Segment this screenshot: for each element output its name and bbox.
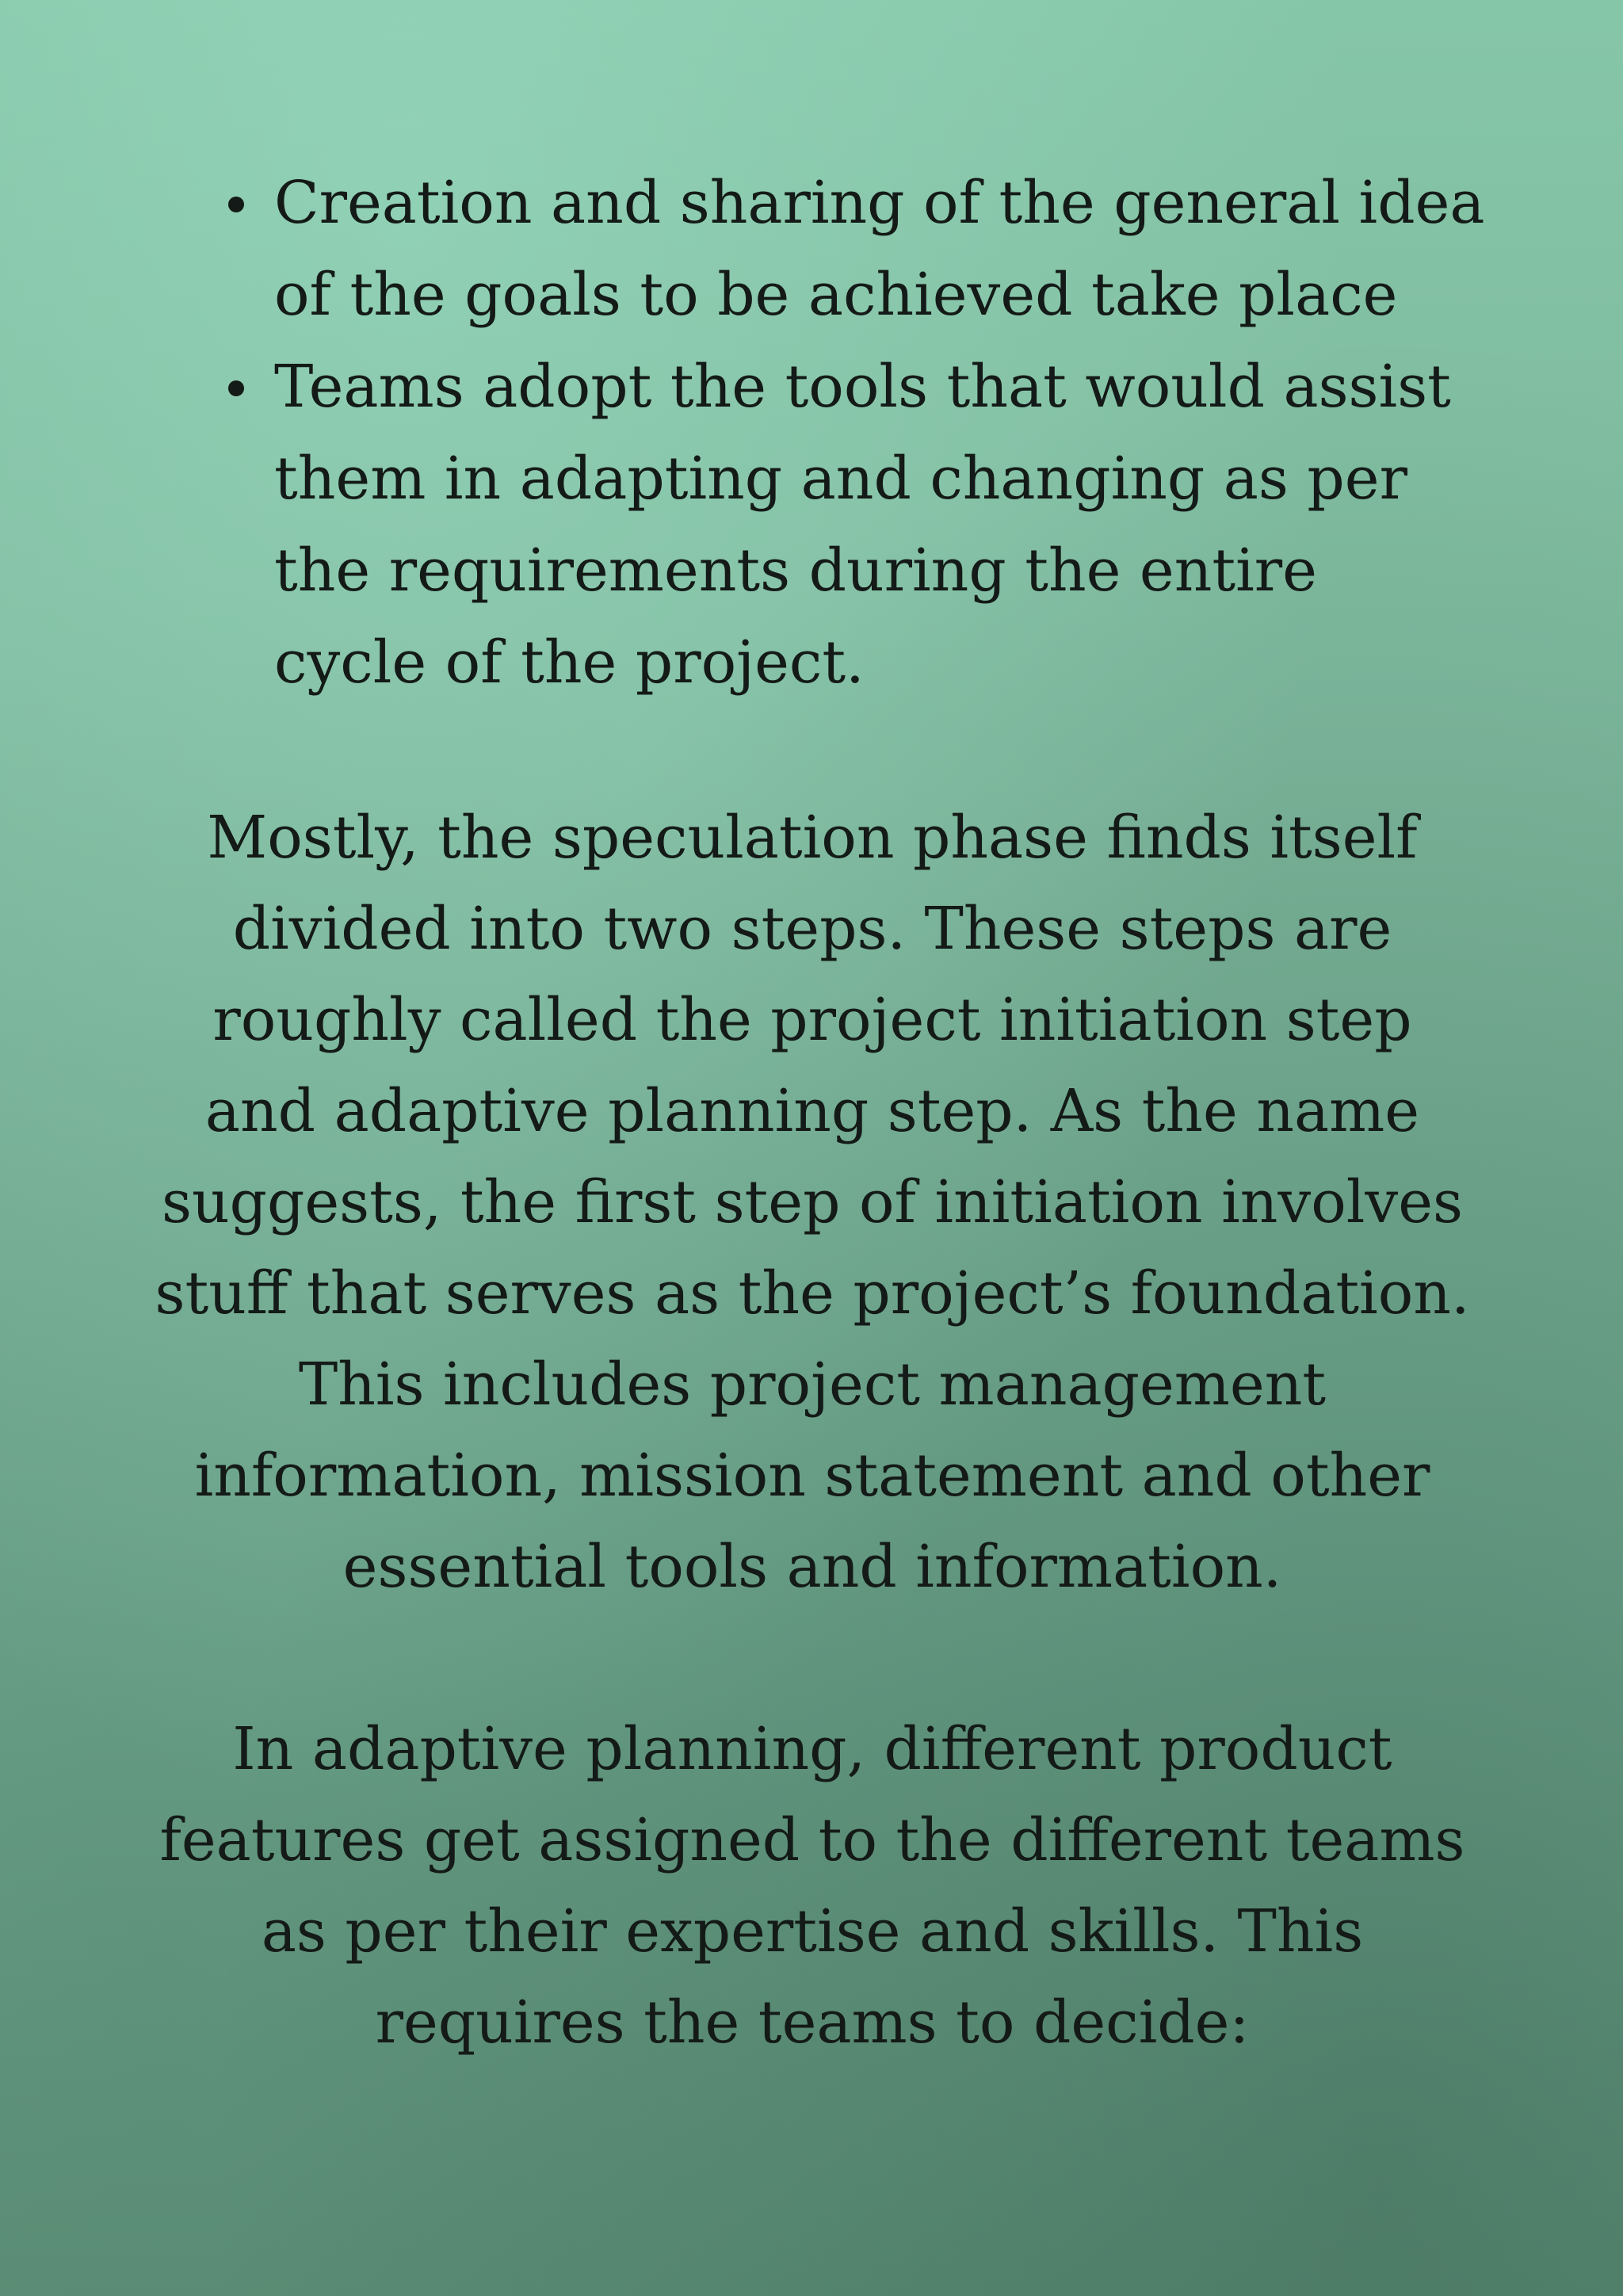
- paragraph-line: information, mission statement and other: [194, 1442, 1430, 1510]
- paragraph-line: suggests, the first step of initiation involves: [161, 1168, 1464, 1236]
- bullet-line: of the goals to be achieved take place: [274, 261, 1398, 329]
- paragraph-line: Mostly, the speculation phase finds itself: [207, 804, 1418, 872]
- bullet-item: [222, 341, 1490, 709]
- paragraph-line: This includes project management: [298, 1350, 1327, 1419]
- bullet-line: Teams adopt the tools that would assist: [274, 353, 1451, 421]
- paragraph-adaptive-planning: [143, 1704, 1482, 2069]
- bullet-line: the requirements during the entire: [274, 537, 1317, 605]
- bullet-line: Creation and sharing of the general idea: [274, 169, 1485, 237]
- paragraph-line: In adaptive planning, different product: [232, 1715, 1392, 1783]
- bullet-dot-icon: [228, 197, 244, 212]
- paragraph-line: as per their expertise and skills. This: [261, 1897, 1364, 1966]
- bullet-list: [222, 157, 1490, 709]
- paragraph-line: requires the teams to decide:: [375, 1988, 1250, 2057]
- bullet-line: cycle of the project.: [274, 628, 865, 697]
- paragraph-line: divided into two steps. These steps are: [232, 895, 1392, 963]
- paragraph-line: stuff that serves as the project’s foundation.: [155, 1259, 1470, 1328]
- bullet-dot-icon: [228, 380, 244, 396]
- bullet-item: [222, 157, 1490, 341]
- paragraph-line: and adaptive planning step. As the name: [204, 1077, 1420, 1145]
- bullet-line: them in adapting and changing as per: [274, 445, 1407, 513]
- paragraph-line: essential tools and information.: [342, 1533, 1282, 1601]
- paragraph-speculation-phase: [143, 793, 1482, 1613]
- paragraph-line: features get assigned to the different teams: [159, 1806, 1465, 1874]
- paragraph-line: roughly called the project initiation step: [212, 986, 1412, 1054]
